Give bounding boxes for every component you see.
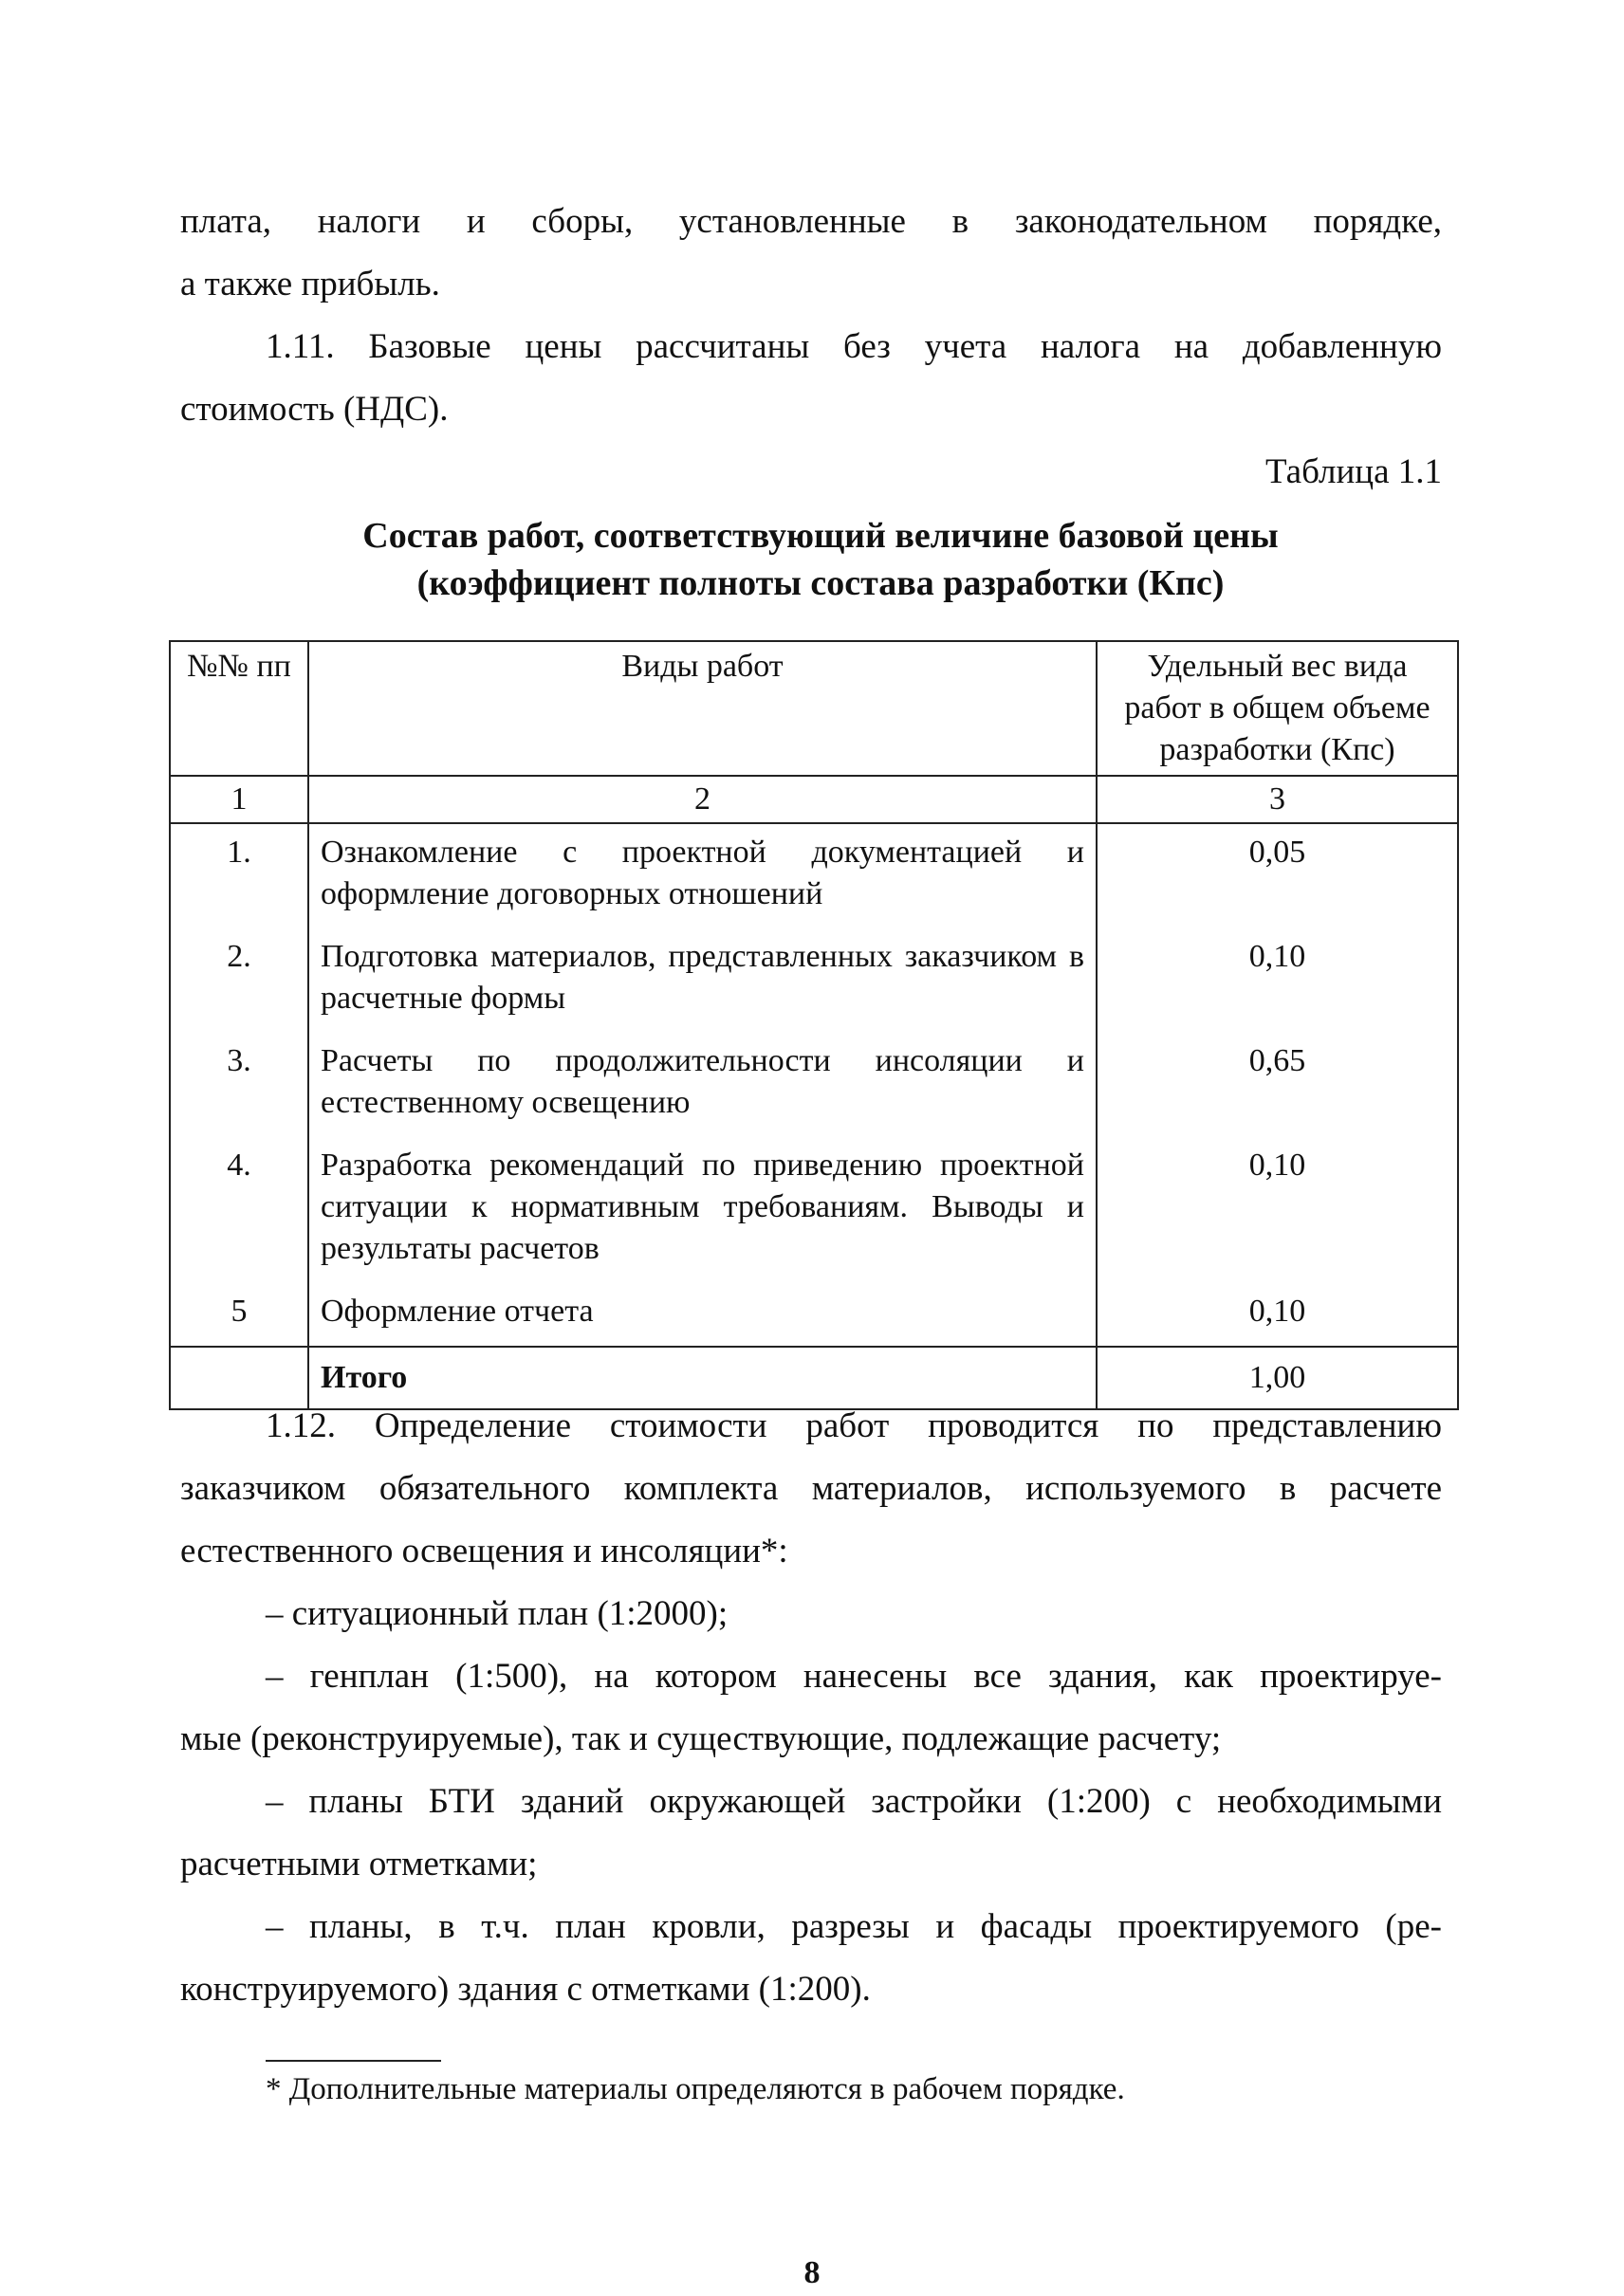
column-number: 2 [308,776,1097,823]
row-weight: 0,10 [1097,1137,1458,1283]
column-number: 1 [170,776,308,823]
header-col-work-types: Виды работ [308,641,1097,776]
paragraph-1-12-line-1: 1.12. Определение стоимости работ проводится по представлению [266,1406,1442,1445]
row-weight: 0,05 [1097,823,1458,928]
row-work: Ознакомление с проектной документацией и оформление договорных отношений [308,823,1097,928]
table-row [170,1033,1458,1137]
table-row [170,928,1458,1033]
row-work: Расчеты по продолжительности инсоляции и естественному освещению [308,1033,1097,1137]
header-col-weight: Удельный вес вида работ в общем объеме разработки (Кпс) [1097,641,1458,776]
table-row [170,1137,1458,1283]
intro-line-1: плата, налоги и сборы, установленные в законодательном порядке, [180,202,1442,241]
list-item-continuation: расчетными отметками; [180,1845,538,1883]
column-number: 3 [1097,776,1458,823]
footnote: * Дополнительные материалы определяются в рабочем порядке. [266,2072,1125,2106]
row-number: 5 [170,1283,308,1347]
total-value: 1,00 [1097,1347,1458,1409]
footnote-divider [266,2060,441,2062]
table-title-line-2: (коэффициент полноты состава разработки (Кпс) [416,563,1225,603]
intro-line-2: а также прибыль. [180,265,440,303]
column-number-row [170,776,1458,823]
row-number: 4. [170,1137,308,1283]
table-title-line-1: Состав работ, соответствующий величине базовой цены [362,516,1279,556]
row-work: Разработка рекомендаций по приведению проектной ситуации к нормативным требованиям. Выводы и результаты расчетов [308,1137,1097,1283]
row-work: Оформление отчета [308,1283,1097,1347]
row-number: 2. [170,928,308,1033]
paragraph-1-11-line-1: 1.11. Базовые цены рассчитаны без учета налога на добавленную [266,327,1442,366]
table-row [170,823,1458,928]
list-item: – ситуационный план (1:2000); [266,1594,729,1633]
paragraph-1-11-line-2: стоимость (НДС). [180,390,449,429]
table-row [170,1283,1458,1347]
row-work: Подготовка материалов, представленных заказчиком в расчетные формы [308,928,1097,1033]
paragraph-1-12-line-3: естественного освещения и инсоляции*: [180,1532,788,1570]
list-item: – планы, в т.ч. план кровли, разрезы и фасады проектируемого (ре- [266,1907,1442,1946]
row-weight: 0,10 [1097,1283,1458,1347]
paragraph-1-12-line-2: заказчиком обязательного комплекта материалов, используемого в расчете [180,1469,1442,1508]
list-item: – планы БТИ зданий окружающей застройки (1:200) с необходимыми [266,1782,1442,1821]
total-label: Итого [308,1347,1097,1409]
table-title [180,512,1461,607]
row-weight: 0,10 [1097,928,1458,1033]
row-weight: 0,65 [1097,1033,1458,1137]
table-header-row [170,641,1458,776]
work-composition-table [169,640,1459,1410]
list-item-continuation: конструируемого) здания с отметками (1:200). [180,1970,871,2009]
list-item-continuation: мые (реконструируемые), так и существующие, подлежащие расчету; [180,1719,1222,1758]
table-label: Таблица 1.1 [1265,452,1442,491]
list-item: – генплан (1:500), на котором нанесены все здания, как проектируе- [266,1657,1442,1696]
header-col-number: №№ пп [170,641,308,776]
row-number: 1. [170,823,308,928]
table-total-row [170,1347,1458,1409]
row-number: 3. [170,1033,308,1137]
total-empty-cell [170,1347,308,1409]
page-number: 8 [803,2255,821,2290]
